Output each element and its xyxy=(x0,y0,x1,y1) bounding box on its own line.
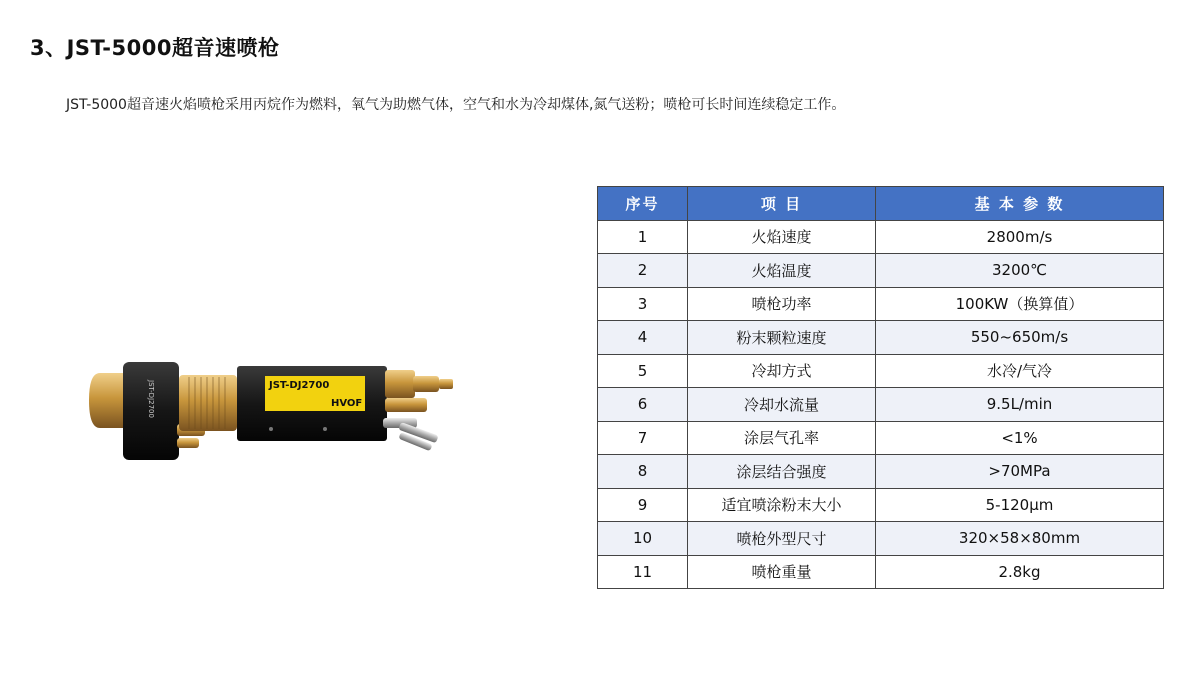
page-title: 3、JST-5000超音速喷枪 xyxy=(30,36,280,60)
table-header-row xyxy=(598,187,1164,221)
table-row xyxy=(598,287,1164,321)
model-label-text: JST-DJ2700 xyxy=(269,380,330,391)
row-item: 火焰速度 xyxy=(688,220,876,254)
row-item: 喷枪外型尺寸 xyxy=(688,522,876,556)
row-item: 粉末颗粒速度 xyxy=(688,321,876,355)
header-value: 基 本 参 数 xyxy=(876,187,1164,221)
table-row xyxy=(598,354,1164,388)
row-item: 涂层气孔率 xyxy=(688,421,876,455)
row-item: 喷枪功率 xyxy=(688,287,876,321)
row-no: 5 xyxy=(598,354,688,388)
row-value: 9.5L/min xyxy=(876,388,1164,422)
table-row xyxy=(598,455,1164,489)
row-item: 冷却水流量 xyxy=(688,388,876,422)
row-item: 喷枪重量 xyxy=(688,555,876,589)
row-item: 适宜喷涂粉末大小 xyxy=(688,488,876,522)
row-item: 火焰温度 xyxy=(688,254,876,288)
table-row xyxy=(598,522,1164,556)
table-row xyxy=(598,220,1164,254)
row-value: 2800m/s xyxy=(876,220,1164,254)
table-row xyxy=(598,421,1164,455)
header-no: 序号 xyxy=(598,187,688,221)
spray-gun-photo xyxy=(85,340,465,470)
row-value: 水冷/气冷 xyxy=(876,354,1164,388)
row-no: 10 xyxy=(598,522,688,556)
row-item: 冷却方式 xyxy=(688,354,876,388)
row-value: <1% xyxy=(876,421,1164,455)
table-row xyxy=(598,555,1164,589)
table-row xyxy=(598,488,1164,522)
row-value: >70MPa xyxy=(876,455,1164,489)
side-label: JST-DJ2700 xyxy=(147,380,155,418)
table-row xyxy=(598,388,1164,422)
row-no: 1 xyxy=(598,220,688,254)
table-row xyxy=(598,321,1164,355)
row-value: 100KW（换算值） xyxy=(876,287,1164,321)
row-no: 2 xyxy=(598,254,688,288)
row-value: 5-120μm xyxy=(876,488,1164,522)
row-value: 3200℃ xyxy=(876,254,1164,288)
row-no: 4 xyxy=(598,321,688,355)
brass-coupling xyxy=(179,375,237,431)
brand-label-text: HVOF xyxy=(331,398,363,409)
row-no: 9 xyxy=(598,488,688,522)
row-no: 7 xyxy=(598,421,688,455)
row-value: 2.8kg xyxy=(876,555,1164,589)
spec-table xyxy=(597,186,1164,589)
row-item: 涂层结合强度 xyxy=(688,455,876,489)
row-value: 320×58×80mm xyxy=(876,522,1164,556)
row-no: 3 xyxy=(598,287,688,321)
table-row xyxy=(598,254,1164,288)
row-value: 550~650m/s xyxy=(876,321,1164,355)
header-item: 项 目 xyxy=(688,187,876,221)
row-no: 6 xyxy=(598,388,688,422)
row-no: 8 xyxy=(598,455,688,489)
row-no: 11 xyxy=(598,555,688,589)
intro-paragraph: JST-5000超音速火焰喷枪采用丙烷作为燃料，氧气为助燃气体，空气和水为冷却煤体,氮气送粉；喷枪可长时间连续稳定工作。 xyxy=(66,97,846,113)
